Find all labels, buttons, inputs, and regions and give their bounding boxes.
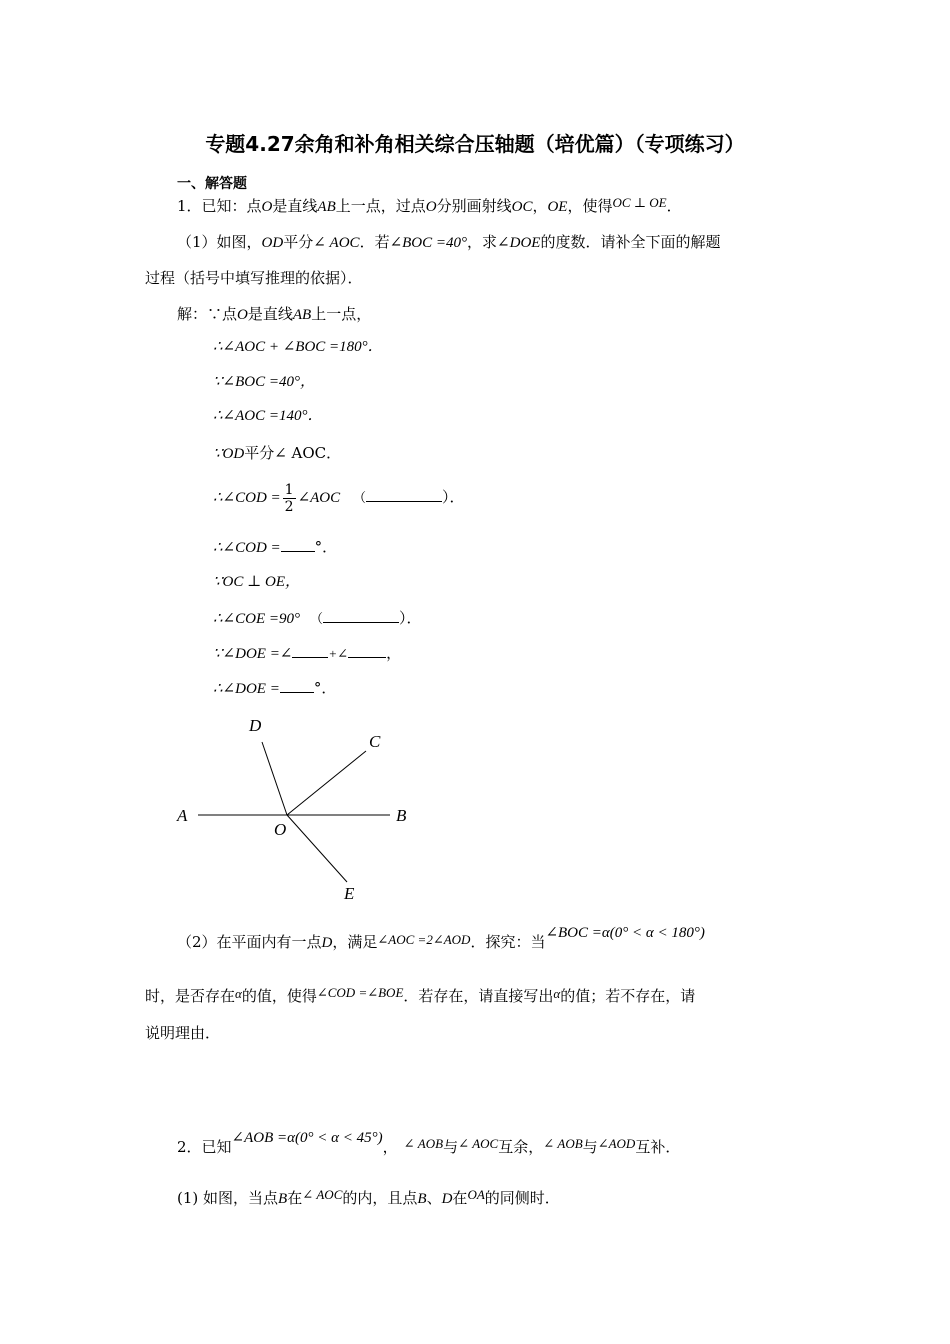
q1-step-10: ∴∠DOE = °． (213, 679, 337, 697)
point-label-O: O (274, 820, 287, 839)
q2-part1: (1) 如图，当点B在∠ AOC的内，且点B、D在OA的同侧时． (177, 1187, 560, 1207)
point-label-E: E (344, 884, 355, 903)
q1-step-5: ∴∠COD = $\frac{1}{2}$ ∠AOC （ ）． (213, 481, 465, 515)
q1-intro: 1．已知：点O是直线AB上一点，过点O分别画射线OC，OE，使得OC ⊥ OE． (177, 195, 682, 215)
ray-OD (262, 742, 287, 815)
q2-intro: 2．已知∠AOB =α(0° < α < 45°)， ∠ AOB与∠ AOC互余，∠ AOB与∠AOD互补． (177, 1130, 681, 1156)
q1-part1-cont: 过程（括号中填写推理的依据）． (145, 269, 363, 287)
ray-OC (287, 751, 366, 815)
ray-OE (287, 815, 347, 882)
q1-step-3: ∴∠AOC =140°． (213, 408, 323, 424)
point-label-C: C (369, 732, 381, 751)
q1-solution-start: 解：∵点O是直线AB上一点， (177, 305, 372, 323)
q1-part2-cont2: 说明理由． (145, 1024, 221, 1042)
q1-step-1: ∴∠AOC + ∠BOC =180°． (213, 339, 383, 355)
q1-step-4: ∵OD平分∠ AOC． (213, 444, 342, 462)
q1-step-7: ∵OC ⊥ OE， (213, 574, 300, 590)
q1-part1: （1）如图，OD平分∠ AOC．若∠BOC =40°，求∠DOE的度数．请补全下面的解题 (177, 233, 721, 251)
page-title: 专题4.27余角和补角相关综合压轴题（培优篇）（专项练习） (205, 132, 745, 156)
q1-part2: （2）在平面内有一点D，满足∠AOC =2∠AOD．探究：当∠BOC =α(0° < α < 180°) (177, 925, 705, 951)
point-label-B: B (396, 806, 407, 825)
section-heading: 一、解答题 (177, 176, 247, 192)
point-label-D: D (249, 716, 262, 735)
q1-step-8: ∴∠COE =90° （ ）． (213, 609, 422, 627)
q1-step-2: ∵∠BOC =40°， (213, 374, 315, 390)
fraction-one-half: $\frac{1}{2}$ (284, 481, 294, 515)
q1-part2-cont: 时，是否存在α的值，使得∠COD =∠BOE．若存在，请直接写出α的值；若不存在，请 (145, 985, 696, 1005)
q1-step-6: ∴∠COD = °． (213, 538, 338, 556)
q1-step-9: ∵∠DOE =∠ +∠ ， (213, 644, 402, 662)
point-label-A: A (177, 806, 188, 825)
